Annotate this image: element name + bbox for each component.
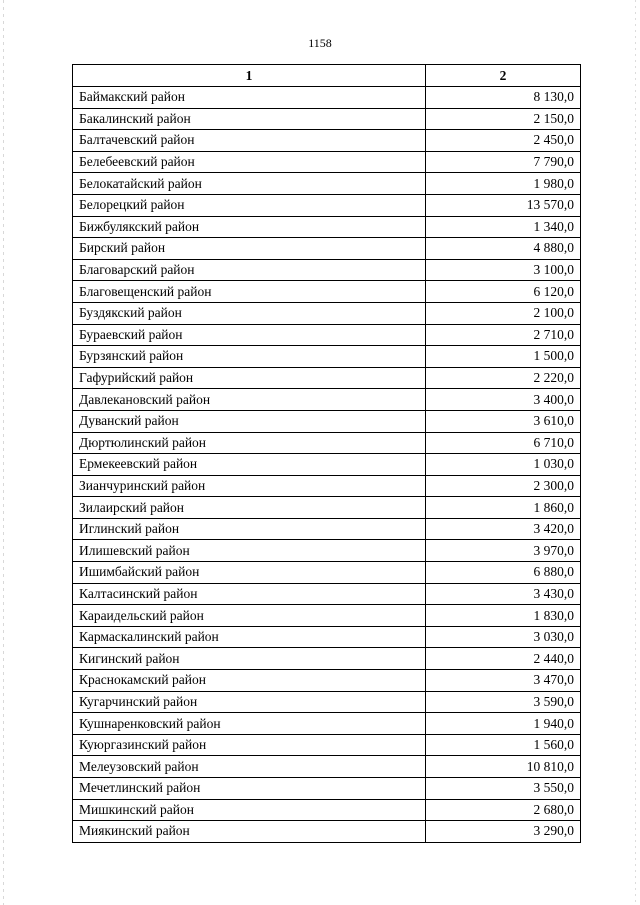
district-name-cell: Дюртюлинский район [73,432,426,454]
amount-cell: 3 400,0 [426,389,581,411]
district-name-cell: Белебеевский район [73,151,426,173]
table-row [73,87,581,109]
district-name-cell: Белорецкий район [73,194,426,216]
table-row [73,281,581,303]
district-name-cell: Благоварский район [73,259,426,281]
page-number: 1158 [308,36,332,50]
amount-cell: 3 290,0 [426,821,581,843]
amount-cell: 3 420,0 [426,518,581,540]
table-row [73,475,581,497]
district-name-cell: Караидельский район [73,605,426,627]
amount-cell: 2 440,0 [426,648,581,670]
table-row [73,670,581,692]
table-row [73,756,581,778]
amount-cell: 2 680,0 [426,799,581,821]
table-row [73,432,581,454]
district-name-cell: Миякинский район [73,821,426,843]
table-row [73,389,581,411]
scan-edge-left [3,0,4,905]
table-body [73,87,581,843]
amount-cell: 1 340,0 [426,216,581,238]
amount-cell: 1 980,0 [426,173,581,195]
table-row [73,648,581,670]
table-header-row [73,65,581,87]
amount-cell: 3 970,0 [426,540,581,562]
district-name-cell: Кугарчинский район [73,691,426,713]
table-row [73,562,581,584]
table-row [73,540,581,562]
district-name-cell: Дуванский район [73,410,426,432]
district-name-cell: Кигинский район [73,648,426,670]
amount-cell: 8 130,0 [426,87,581,109]
district-name-cell: Иглинский район [73,518,426,540]
district-name-cell: Белокатайский район [73,173,426,195]
table-row [73,238,581,260]
table-row [73,821,581,843]
amount-cell: 6 880,0 [426,562,581,584]
table-row [73,410,581,432]
table-row [73,108,581,130]
amount-cell: 2 150,0 [426,108,581,130]
column-header-2: 2 [426,65,581,87]
table-row [73,130,581,152]
amount-cell: 1 560,0 [426,734,581,756]
table-row [73,713,581,735]
table-row [73,605,581,627]
district-name-cell: Калтасинский район [73,583,426,605]
district-name-cell: Кармаскалинский район [73,626,426,648]
amount-cell: 3 550,0 [426,778,581,800]
amount-cell: 3 610,0 [426,410,581,432]
amount-cell: 3 030,0 [426,626,581,648]
table-row [73,454,581,476]
amount-cell: 3 590,0 [426,691,581,713]
amount-cell: 1 030,0 [426,454,581,476]
district-name-cell: Илишевский район [73,540,426,562]
table-row [73,151,581,173]
district-name-cell: Мелеузовский район [73,756,426,778]
amount-cell: 10 810,0 [426,756,581,778]
table-row [73,173,581,195]
district-name-cell: Мечетлинский район [73,778,426,800]
district-name-cell: Ишимбайский район [73,562,426,584]
table-row [73,734,581,756]
district-name-cell: Бурзянский район [73,346,426,368]
amount-cell: 1 830,0 [426,605,581,627]
amount-cell: 7 790,0 [426,151,581,173]
district-name-cell: Давлекановский район [73,389,426,411]
table-row [73,497,581,519]
table-row [73,691,581,713]
table-row [73,518,581,540]
amount-cell: 6 710,0 [426,432,581,454]
table-row [73,583,581,605]
district-name-cell: Ермекеевский район [73,454,426,476]
district-name-cell: Благовещенский район [73,281,426,303]
district-name-cell: Зилаирский район [73,497,426,519]
district-name-cell: Бижбулякский район [73,216,426,238]
amount-cell: 2 100,0 [426,302,581,324]
scan-edge-right [635,0,636,905]
district-name-cell: Бураевский район [73,324,426,346]
district-name-cell: Куюргазинский район [73,734,426,756]
amount-cell: 3 100,0 [426,259,581,281]
table-row [73,216,581,238]
district-table [72,64,581,843]
district-name-cell: Зианчуринский район [73,475,426,497]
table-row [73,626,581,648]
district-name-cell: Бакалинский район [73,108,426,130]
district-name-cell: Кушнаренковский район [73,713,426,735]
district-name-cell: Балтачевский район [73,130,426,152]
amount-cell: 13 570,0 [426,194,581,216]
table-row [73,259,581,281]
table-row [73,194,581,216]
amount-cell: 1 500,0 [426,346,581,368]
amount-cell: 4 880,0 [426,238,581,260]
amount-cell: 2 220,0 [426,367,581,389]
column-header-1: 1 [73,65,426,87]
table-row [73,778,581,800]
district-name-cell: Краснокамский район [73,670,426,692]
amount-cell: 2 300,0 [426,475,581,497]
table-row [73,302,581,324]
amount-cell: 2 450,0 [426,130,581,152]
table-row [73,367,581,389]
amount-cell: 1 940,0 [426,713,581,735]
amount-cell: 2 710,0 [426,324,581,346]
district-name-cell: Бирский район [73,238,426,260]
district-name-cell: Буздякский район [73,302,426,324]
district-name-cell: Гафурийский район [73,367,426,389]
district-name-cell: Баймакский район [73,87,426,109]
table-row [73,346,581,368]
amount-cell: 3 470,0 [426,670,581,692]
amount-cell: 3 430,0 [426,583,581,605]
amount-cell: 1 860,0 [426,497,581,519]
amount-cell: 6 120,0 [426,281,581,303]
table-row [73,799,581,821]
district-name-cell: Мишкинский район [73,799,426,821]
table-row [73,324,581,346]
